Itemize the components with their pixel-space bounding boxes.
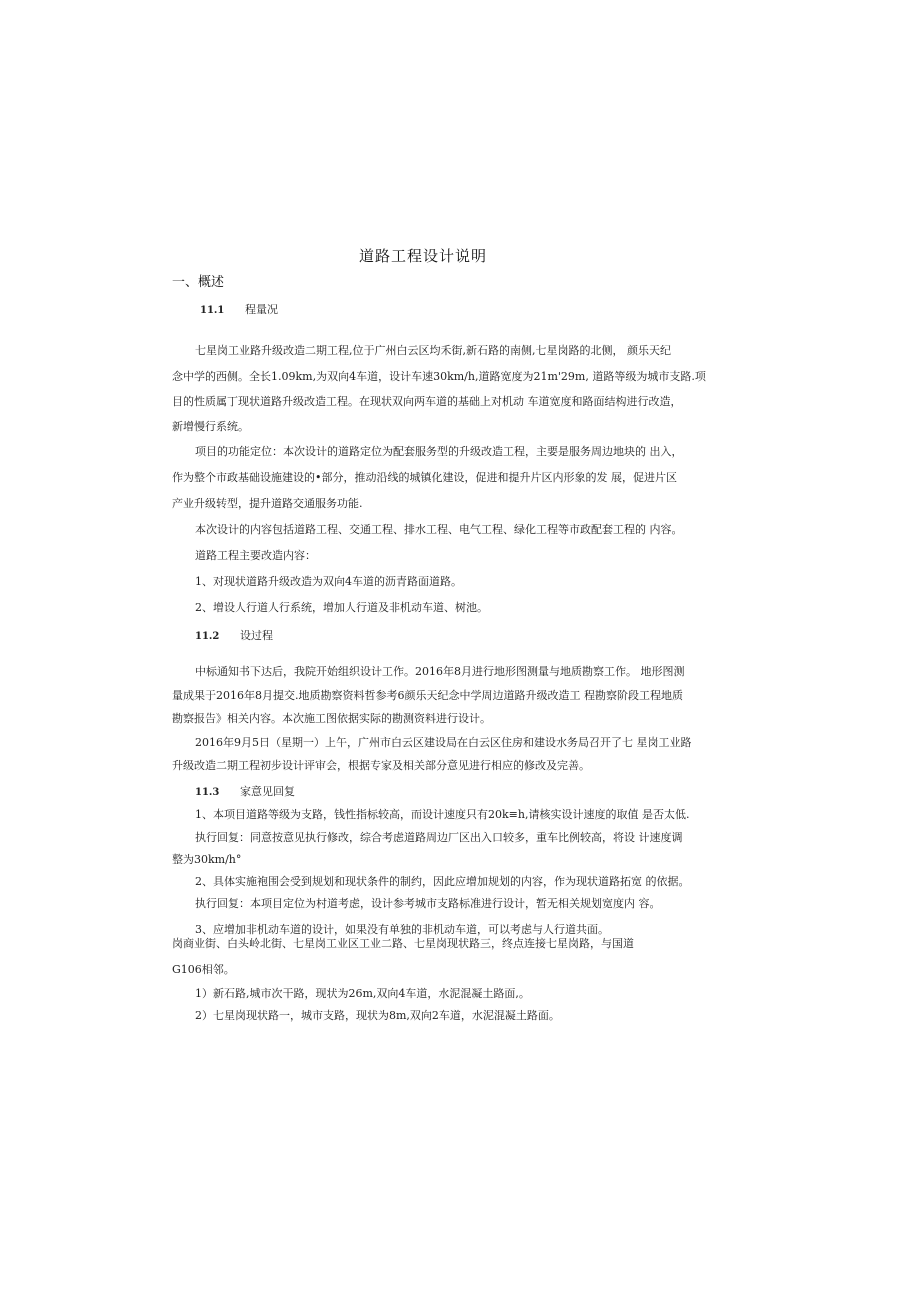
section-1-number	[200, 304, 224, 318]
paragraph-line: 产业升级转型，提升道路交通服务功能.	[172, 497, 363, 510]
paragraph-line: 道路工程主要改造内容：	[195, 549, 316, 562]
paragraph-line: 2016年9月5日（星期一）上午，广州市白云区建设局在白云区住房和建设水务局召开了七 星岗工业路	[195, 736, 692, 749]
section-1-title: 程量况	[245, 303, 278, 316]
paragraph-line: 中标通知书下达后，我院开始组织设计工作。2016年8月进行地形图测量与地质勘察工作。 地形图测	[195, 665, 685, 678]
list-item: 1）新石路,城市次干路，现状为26m,双向4车道，水泥混凝土路面,。	[195, 987, 530, 1000]
list-item: 1、对现状道路升级改造为双向4车道的沥青路面道路。	[195, 575, 462, 588]
paragraph-line: 执行回复：同意按意见执行修改，综合考虑道路周边厂区出入口较多，重车比例较高，将设 计速度调	[195, 831, 683, 844]
paragraph-line: 本次设计的内容包括道路工程、交通工程、排水工程、电气工程、绿化工程等市政配套工程的 内容。	[195, 523, 683, 536]
doc-title: 道路工程设计说明	[359, 247, 488, 265]
paragraph-line: 念中学的西侧。全长1.09km,为双向4车道，设计车速30km/h,道路宽度为21m'29m, 道路等级为城市支路.项	[172, 370, 706, 383]
section-2-number	[195, 630, 219, 644]
paragraph-line: 岗商业街、白头岭北街、七星岗工业区工业二路、七星岗现状路三，终点连接七星岗路，与国道	[172, 937, 634, 950]
section-3-number	[195, 786, 219, 800]
paragraph-line: G106相邻。	[172, 963, 235, 976]
paragraph-line: 勘察报告》相关内容。本次施工图依据实际的勘测资料进行设计。	[172, 712, 491, 725]
paragraph-line: 1、本项目道路等级为支路，钱性指标较高，而设计速度只有20k≡h,请核实设计速度的取值 是否太低.	[195, 808, 690, 821]
section-heading-overview: 一、概述	[172, 275, 225, 290]
paragraph-line: 执行回复：本项目定位为村道考虑，设计参考城市支路标准进行设计，暂无相关规划宽度内 容。	[195, 897, 661, 910]
paragraph-line: 升级改造二期工程初步设计评审会，根据专家及相关部分意见进行相应的修改及完善。	[172, 759, 590, 772]
paragraph-line: 新增慢行系统。	[172, 420, 249, 433]
paragraph-line: 七星岗工业路升级改造二期工程,位于广州白云区均禾街,新石路的南侧,七星岗路的北侧， 颜乐天纪	[195, 344, 671, 357]
paragraph-line: 作为整个市政基础设施建设的•部分，推动沿线的城镇化建设，促进和提升片区内形象的发 展，促进片区	[172, 471, 677, 484]
paragraph-line: 整为30km/h°	[172, 853, 242, 866]
section-2-title: 设过程	[240, 629, 273, 642]
section-3-num: 11.3	[195, 787, 220, 798]
paragraph-line: 项目的功能定位：本次设计的道路定位为配套服务型的升级改造工程，主要是服务周边地块的 出入，	[195, 445, 683, 458]
paragraph-line: 3、应增加非机动车道的设计，如果没有单独的非机动车道，可以考虑与人行道共面。	[195, 923, 609, 936]
paragraph-line: 目的性质属丁现状道路升级改造工程。在现状双向两车道的基础上对机动 车道宽度和路面结构进行改造，	[172, 395, 682, 408]
list-item: 2、增设人行道人行系统，增加人行道及非机动车道、树池。	[195, 601, 488, 614]
section-3-title: 家意见回复	[240, 785, 295, 798]
section-1-num: 11.1	[200, 305, 225, 316]
list-item: 2）七星岗现状路一，城市支路，现状为8m,双向2车道，水泥混凝土路面。	[195, 1009, 560, 1022]
section-2-num: 11.2	[195, 631, 220, 642]
paragraph-line: 量成果于2016年8月提交.地质勘察资料哲参考6颜乐天纪念中学周边道路升级改造工 程勘察阶段工程地质	[172, 689, 683, 702]
paragraph-line: 2、具体实施袍围会受到规划和现状条件的制约，因此应增加规划的内容，作为现状道路拓宽 的依据。	[195, 875, 690, 888]
